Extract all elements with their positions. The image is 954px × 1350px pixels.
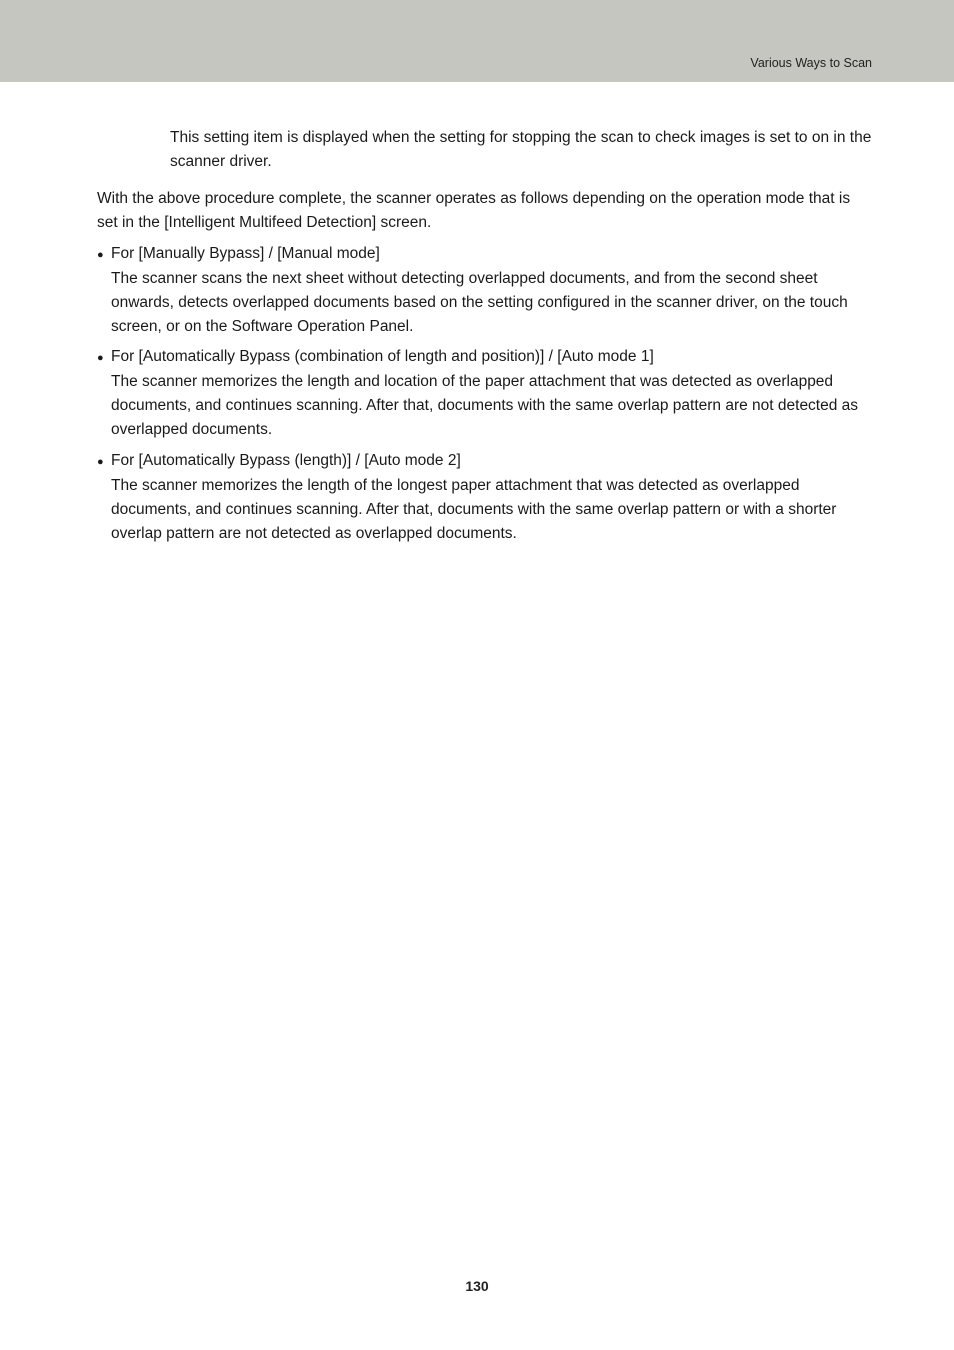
list-item-manual-mode <box>97 242 872 339</box>
list-item-auto-mode-2 <box>97 449 872 546</box>
list-item-auto-mode-1 <box>97 345 872 442</box>
intro-paragraph: With the above procedure complete, the scanner operates as follows depending on the operation mode that is set in the [Intelligent Multifeed Detection] screen. <box>97 190 851 231</box>
header-band <box>0 0 954 82</box>
list-item-heading: For [Manually Bypass] / [Manual mode] <box>111 245 380 262</box>
list-item-heading: For [Automatically Bypass (length)] / [Auto mode 2] <box>111 452 461 469</box>
list-item-body: The scanner scans the next sheet without detecting overlapped documents, and from the second sheet onwards, detects overlapped documents based on the setting configured in the scanner driver, on the touch screen, or on the Software Operation Panel. <box>111 270 848 335</box>
page-number: 130 <box>465 1278 489 1294</box>
list-item-heading: For [Automatically Bypass (combination of length and position)] / [Auto mode 1] <box>111 348 654 365</box>
bullet-icon: ● <box>97 352 104 364</box>
bullet-icon: ● <box>97 456 104 468</box>
section-title: Various Ways to Scan <box>750 56 872 70</box>
bullet-icon: ● <box>97 249 104 261</box>
list-item-body: The scanner memorizes the length of the longest paper attachment that was detected as overlapped documents, and continues scanning. After that, documents with the same overlap pattern or with a shorter overlap pattern are not detected as overlapped documents. <box>111 477 837 542</box>
note-text: This setting item is displayed when the setting for stopping the scan to check images is set to on in the scanner driver. <box>170 129 872 170</box>
list-item-body: The scanner memorizes the length and location of the paper attachment that was detected as overlapped documents, and continues scanning. After that, documents with the same overlap pattern are not detected as overlapped documents. <box>111 373 859 438</box>
